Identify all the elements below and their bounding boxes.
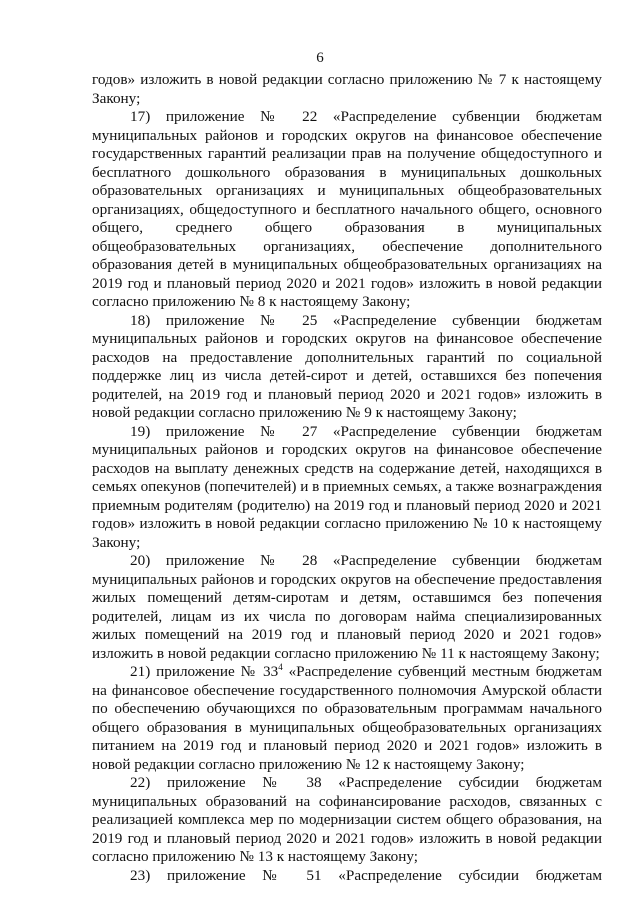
- paragraph-21-rest: «Распределение субвенций местным бюджетам на финансовое обеспечение государственного полномочия Амурской области по обеспечению обучающихся по образовательным программам начального общего образования в муниципальных общеобразовательных организациях питанием на 2019 год и плановый период 2020 и 2021 годов» изложить в новой редакции согласно приложению № 12 к настоящему Закону;: [92, 663, 602, 773]
- document-body: [92, 71, 602, 885]
- paragraph-23-start: 23) приложение № 51 «Распределение субсидии бюджетам: [130, 866, 602, 884]
- paragraph-16-end: годов» изложить в новой редакции согласно приложению № 7 к настоящему Закону;: [92, 71, 602, 107]
- paragraph-22: 22) приложение № 38 «Распределение субсидии бюджетам муниципальных образований на софинансирование расходов, связанных с реализацией комплекса мер по модернизации систем общего образования, на 2019 год и плановый период 2020 и 2021 годов» изложить в новой редакции согласно приложению № 13 к настоящему Закону;: [92, 774, 602, 865]
- paragraph-20: 20) приложение № 28 «Распределение субвенции бюджетам муниципальных районов и городских округов на обеспечение предоставления жилых помещений детям-сиротам и детям, оставшимся без попечения родителей, лицам из их числа по договорам найма специализированных жилых помещений на 2019 год и плановый период 2020 и 2021 годов» изложить в новой редакции согласно приложению № 11 к настоящему Закону;: [92, 552, 602, 662]
- paragraph-17: 17) приложение № 22 «Распределение субвенции бюджетам муниципальных районов и городских округов на финансовое обеспечение государственных гарантий реализации прав на получение общедоступного и бесплатного дошкольного образования в муниципальных дошкольных образовательных организациях и муниципальных общеобразовательных организациях, общедоступного и бесплатного начального общего, основного общего, среднего общего образования в муниципальных общеобразовательных организациях, обеспечение дополнительного образования детей в муниципальных общеобразовательных организациях на 2019 год и плановый период 2020 и 2021 годов» изложить в новой редакции согласно приложению № 8 к настоящему Закону;: [92, 108, 602, 310]
- paragraph-21-lead: 21) приложение № 33: [130, 663, 279, 680]
- page-number: 6: [316, 50, 324, 66]
- paragraph-19: 19) приложение № 27 «Распределение субвенции бюджетам муниципальных районов и городских округов на финансовое обеспечение расходов на выплату денежных средств на содержание детей, находящихся в семьях опекунов (попечителей) и в приемных семьях, а также вознаграждения приемным родителям (родителю) на 2019 год и плановый период 2020 и 2021 годов» изложить в новой редакции согласно приложению № 10 к настоящему Закону;: [92, 422, 603, 551]
- paragraph-21: [92, 663, 602, 774]
- paragraph-18: 18) приложение № 25 «Распределение субвенции бюджетам муниципальных районов и городских округов на финансовое обеспечение расходов на предоставление дополнительных гарантий по социальной поддержке лиц из числа детей-сирот и детей, оставшихся без попечения родителей, на 2019 год и плановый период 2020 и 2021 годов» изложить в новой редакции согласно приложению № 9 к настоящему Закону;: [92, 311, 602, 421]
- paragraph-21-superscript: 4: [278, 661, 283, 672]
